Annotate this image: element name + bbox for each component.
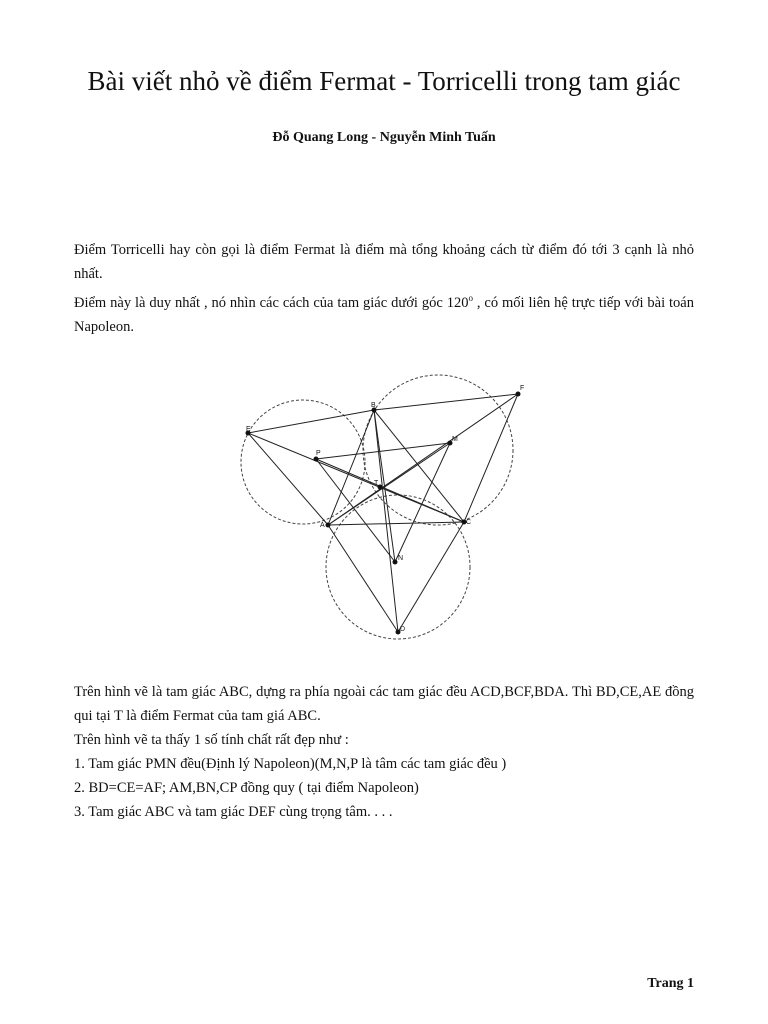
label-a: A xyxy=(320,522,325,529)
intro-paragraph-2 xyxy=(74,286,694,339)
point-n xyxy=(393,560,398,565)
label-c: C xyxy=(466,519,472,526)
body-section xyxy=(74,680,694,824)
property-item-1: 1. Tam giác PMN đều(Định lý Napoleon)(M,N,P là tâm các tam giác đều ) xyxy=(74,756,507,772)
segment-bd xyxy=(374,410,398,632)
segment-bf xyxy=(374,394,518,410)
segment-eb xyxy=(248,410,374,433)
label-b: B xyxy=(371,402,376,409)
label-f: F xyxy=(520,385,525,392)
property-item-2: 2. BD=CE=AF; AM,BN,CP đồng quy ( tại điểm Napoleon) xyxy=(74,780,419,796)
label-n: N xyxy=(398,555,404,562)
authors: Đỗ Quang Long - Nguyễn Minh Tuấn xyxy=(272,130,496,145)
point-p xyxy=(314,457,319,462)
circumcircle-abe xyxy=(241,400,365,524)
point-f xyxy=(516,392,521,397)
property-item-3: 3. Tam giác ABC và tam giác DEF cùng trọng tâm. . . . xyxy=(74,804,393,820)
intro-paragraph-1: Điểm Torricelli hay còn gọi là điểm Fermat là điểm mà tổng khoảng cách từ điểm đó tới 3 cạnh là nhỏ nhất. xyxy=(74,242,694,282)
label-m: M xyxy=(452,436,458,443)
geometry-figure xyxy=(208,347,560,647)
intro-p2-text: Điểm này là duy nhất , nó nhìn các cách của tam giác dưới góc 120 xyxy=(74,294,469,311)
page-number: Trang 1 xyxy=(647,976,694,991)
segment-mn xyxy=(395,443,450,562)
segment-ae xyxy=(248,433,328,525)
intro-section xyxy=(74,238,694,339)
segment-da xyxy=(328,525,398,632)
circumcircle-acd xyxy=(326,495,470,639)
body-paragraph-2: Trên hình vẽ ta thấy 1 số tính chất rất đẹp như : xyxy=(74,732,349,748)
point-a xyxy=(326,523,331,528)
label-p: P xyxy=(316,450,321,457)
label-e: E xyxy=(246,426,251,433)
label-d: D xyxy=(400,626,406,633)
label-t: T xyxy=(374,480,379,487)
document-title: Bài viết nhỏ về điểm Fermat - Torricelli trong tam giác xyxy=(87,66,681,96)
body-paragraph-1: Trên hình vẽ là tam giác ABC, dựng ra phía ngoài các tam giác đều ACD,BCF,BDA. Thì BD,CE,AE đồng qui tại T là điểm Fermat của tam giá ABC. xyxy=(74,684,694,724)
intro-p2-text-end: , có mối liên hệ trực tiếp với bài toán Napoleon. xyxy=(74,294,694,335)
fermat-diagram xyxy=(208,347,560,647)
degree-superscript: o xyxy=(468,293,473,303)
segment-cp xyxy=(316,459,464,522)
segment-cd xyxy=(398,522,464,632)
